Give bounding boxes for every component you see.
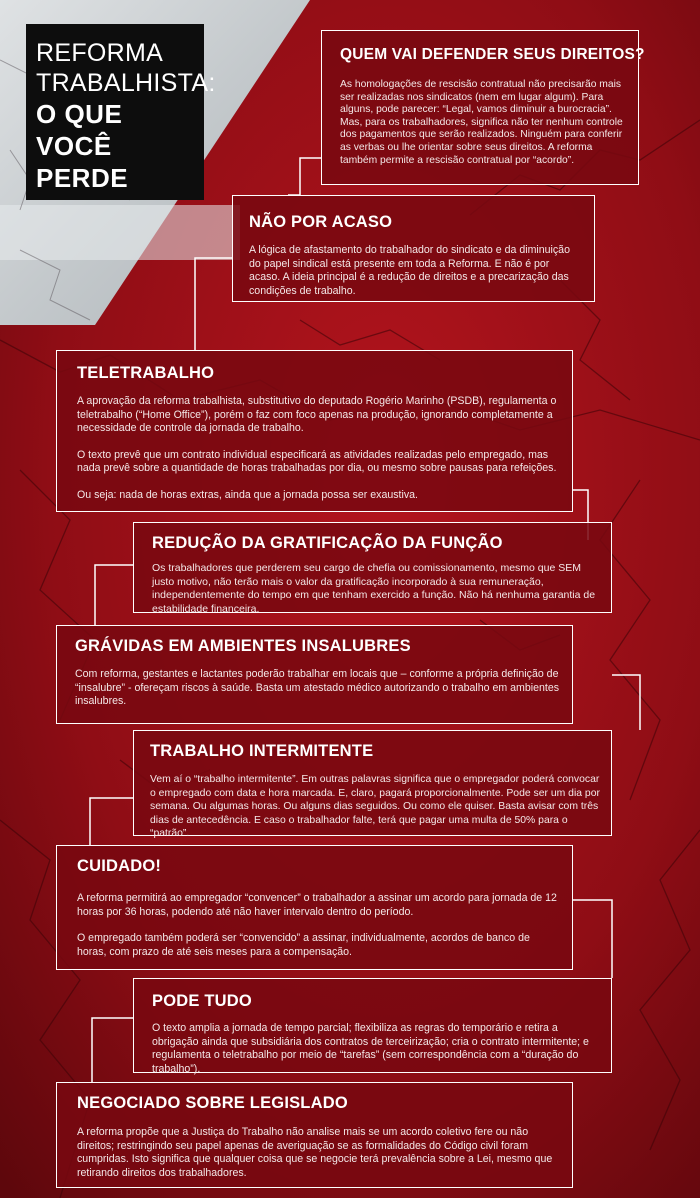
section-gravidas: [56, 625, 573, 724]
section-defender-heading: QUEM VAI DEFENDER SEUS DIREITOS?: [340, 46, 645, 63]
section-defender-text: As homologações de rescisão contratual não precisarão mais ser realizadas nos sindicatos (nem em lugar algum). Para alguns, pode parecer: “Legal, vamos diminuir a burocracia”. Mas, para os trabalhadores, significa não ter nenhum controle dos pagamentos que serão realizados. Ninguém para conferir as verbas ou lhe orientar sobre seus direitos. A reforma também permite a rescisão contratual por “acordo”.: [340, 79, 623, 166]
section-negociado: [56, 1082, 573, 1188]
section-teletrabalho-text-1: A aprovação da reforma trabalhista, substitutivo do deputado Rogério Marinho (PSDB), regulamenta o teletrabalho (“Home Office”), porém o faz com foco apenas na produção, ignorando completamente a necessidade de controle da jornada de trabalho.: [77, 395, 557, 435]
title-line-3: O QUE VOCÊ: [36, 99, 123, 161]
section-nao-por-acaso: [232, 195, 595, 302]
section-pode-tudo: [133, 978, 612, 1073]
section-pode-tudo-heading: PODE TUDO: [152, 992, 252, 1010]
page-title: [26, 24, 216, 200]
section-negociado-text: A reforma propõe que a Justiça do Trabalho não analise mais se um acordo coletivo fere ou não direitos; restringindo seu papel apenas de averiguação se as formalidades do Código civil foram cumpridas. Isto significa que qualquer coisa que se negocie terá prevalência sobre a Lei, mesmo que retirando direitos dos trabalhadores.: [77, 1126, 553, 1179]
section-teletrabalho-text-3: Ou seja: nada de horas extras, ainda que a jornada possa ser exaustiva.: [77, 488, 418, 501]
title-line-1: REFORMA: [36, 39, 164, 67]
section-intermitente: [133, 730, 612, 840]
section-gratificacao-heading: REDUÇÃO DA GRATIFICAÇÃO DA FUNÇÃO: [152, 534, 503, 552]
section-cuidado-text-1: A reforma permitirá ao empregador “convencer” o trabalhador a assinar um acordo para jornada de 12 horas por 36 horas, podendo até não haver intervalo dentro do período.: [77, 892, 557, 918]
section-defender: [321, 30, 645, 185]
section-nao-por-acaso-heading: NÃO POR ACASO: [249, 213, 393, 231]
section-gratificacao-text: Os trabalhadores que perderem seu cargo de chefia ou comissionamento, mesmo que SEM justo motivo, não terão mais o valor da gratificação incorporado à sua remuneração, independentemente do tempo em que tenham exercido a função. Não há nenhuma garantia de estabilidade financeira.: [152, 562, 596, 615]
section-nao-por-acaso-text: A lógica de afastamento do trabalhador do sindicato e da diminuição do papel sindical está presente em toda a Reforma. E não é por acaso. A ideia principal é a redução de direitos e a precarização das condições de trabalho.: [249, 244, 570, 297]
section-intermitente-text: Vem aí o “trabalho intermitente”. Em outras palavras significa que o empregador poderá convocar o empregado com data e hora marcada. E, claro, pagará proporcionalmente. Pode ser um dia por semana. Ou algumas horas. Ou alguns dias seguidos. Ou como ele quiser. Basta avisar com três dias de antecedência. E caso o trabalhador falte, terá que pagar uma multa de 50% para o “patrão”.: [150, 774, 600, 840]
title-line-4: PERDE: [36, 163, 129, 193]
title-line-2: TRABALHISTA:: [36, 69, 216, 97]
section-cuidado: [56, 845, 573, 970]
section-cuidado-text-2: O empregado também poderá ser “convencido” a assinar, individualmente, acordos de banco de horas, com prazo de até seis meses para a compensação.: [77, 932, 530, 958]
section-teletrabalho: [56, 350, 573, 512]
section-gratificacao: [133, 522, 612, 613]
section-cuidado-heading: CUIDADO!: [77, 857, 162, 875]
section-teletrabalho-text-2: O texto prevê que um contrato individual especificará as atividades realizadas pelo empregado, mas nada prevê sobre a quantidade de horas trabalhadas por dia, ou mesmo sobre pausas para refeições.: [77, 448, 557, 475]
section-gravidas-heading: GRÁVIDAS EM AMBIENTES INSALUBRES: [75, 637, 411, 655]
section-gravidas-text: Com reforma, gestantes e lactantes poderão trabalhar em locais que – conforme a própria definição de “insalubre” - ofereçam riscos à saúde. Basta um atestado médico autorizando o trabalho em ambientes insalubres.: [75, 668, 560, 708]
section-pode-tudo-text: O texto amplia a jornada de tempo parcial; flexibiliza as regras do temporário e retira a obrigação ainda que subsidiária dos contratos de terceirização; cria o contrato intermitente; e regulamenta o teletrabalho por meio de “tarefas” (sem correspondência com a “duração do trabalho”).: [152, 1022, 589, 1075]
section-teletrabalho-heading: TELETRABALHO: [77, 364, 215, 382]
section-intermitente-heading: TRABALHO INTERMITENTE: [150, 742, 374, 760]
section-negociado-heading: NEGOCIADO SOBRE LEGISLADO: [77, 1094, 348, 1112]
